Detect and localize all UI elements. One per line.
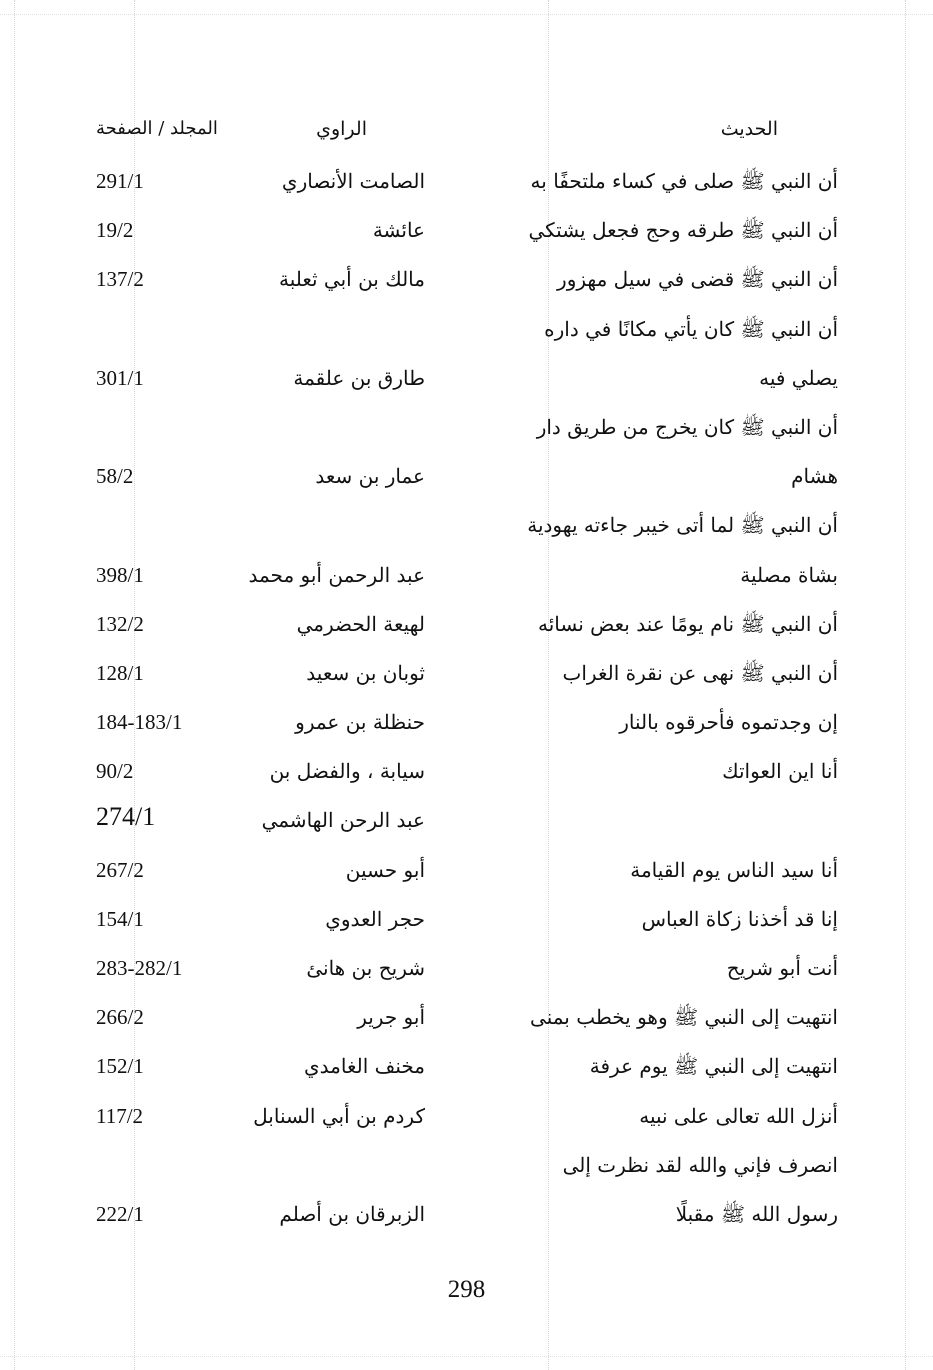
page-number: 298 [447,1276,486,1303]
hadith-text: أنزل الله تعالى على نبيه [639,1103,838,1128]
hadith-index-table [0,158,933,1240]
table-row [0,1191,933,1240]
volume-page-ref: 152/1 [96,1054,144,1079]
volume-page-ref: 266/2 [96,1005,144,1030]
table-row [0,945,933,994]
narrator-name: حجر العدوي [325,906,425,931]
header-narrator: الراوي [316,118,367,140]
table-row [0,699,933,748]
narrator-name: الصامت الأنصاري [281,169,425,193]
header-hadith: الحديث [720,118,778,140]
volume-page-ref: 154/1 [96,906,144,931]
narrator-name: أبو جرير [357,1005,425,1030]
table-row [0,650,933,699]
hadith-text: انصرف فإني والله لقد نظرت إلى [562,1152,838,1177]
scan-guide [0,14,933,15]
table-row [0,158,933,207]
table-row [0,748,933,797]
volume-page-ref: 398/1 [96,562,144,587]
hadith-text: أنا اين العواتك [722,759,838,784]
table-row [0,306,933,355]
volume-page-ref: 291/1 [96,169,144,193]
hadith-text: بشاة مصلية [740,562,838,587]
table-row [0,994,933,1043]
narrator-name: عبد الرحمن أبو محمد [248,562,425,587]
narrator-name: طارق بن علقمة [293,365,425,390]
hadith-text: أن النبي ﷺ كان يأتي مكانًا في داره [544,316,838,341]
hadith-text: رسول الله ﷺ مقبلًا [675,1201,838,1226]
volume-page-ref: 58/2 [96,464,134,489]
narrator-name: ثوبان بن سعيد [306,660,425,685]
table-row [0,502,933,551]
hadith-text: أن النبي ﷺ قضى في سيل مهزور [557,267,838,292]
scan-guide [0,1356,933,1357]
hadith-text: أنت أبو شريح [726,956,838,980]
narrator-name: كردم بن أبي السنابل [253,1103,425,1128]
table-row [0,601,933,650]
table-row [0,207,933,256]
volume-page-ref: 117/2 [96,1103,144,1128]
narrator-name: عمار بن سعد [315,464,425,489]
volume-page-ref: 19/2 [96,218,134,243]
hadith-text: يصلي فيه [759,365,838,390]
narrator-name: مخنف الغامدي [304,1054,425,1079]
hadith-text: هشام [791,464,838,489]
table-row [0,404,933,453]
table-row [0,1093,933,1142]
hadith-text: انتهيت إلى النبي ﷺ يوم عرفة [589,1054,838,1079]
volume-page-ref: 274/1 [96,802,156,832]
hadith-text: أن النبي ﷺ صلى في كساء ملتحفًا به [530,169,838,193]
table-row [0,797,933,846]
table-row [0,256,933,305]
table-row [0,453,933,502]
volume-page-ref: 301/1 [96,365,144,390]
narrator-name: مالك بن أبي ثعلبة [278,267,425,292]
hadith-text: انتهيت إلى النبي ﷺ وهو يخطب بمنى [530,1005,838,1030]
table-row [0,896,933,945]
table-row [0,552,933,601]
volume-page-ref: 128/1 [96,660,144,685]
table-header [0,114,933,148]
header-reference: المجلد / الصفحة [96,118,218,139]
volume-page-ref: 222/1 [96,1201,144,1226]
hadith-text: إن وجدتموه فأحرقوه بالنار [619,710,838,735]
hadith-text: أن النبي ﷺ نام يومًا عند بعض نسائه [537,611,838,636]
hadith-text: أنا سيد الناس يوم القيامة [630,857,838,882]
narrator-name: حنظلة بن عمرو [295,710,425,735]
narrator-name: لهيعة الحضرمي [296,611,425,636]
volume-page-ref: 184-183/1 [96,710,183,735]
volume-page-ref: 90/2 [96,759,134,784]
volume-page-ref: 283-282/1 [96,956,183,980]
narrator-name: سيابة ، والفضل بن [269,759,425,784]
table-row [0,355,933,404]
table-row [0,1043,933,1092]
table-row [0,847,933,896]
hadith-text: أن النبي ﷺ كان يخرج من طريق دار [536,414,838,439]
volume-page-ref: 137/2 [96,267,144,292]
narrator-name: شريح بن هانئ [306,956,425,980]
narrator-name: أبو حسين [345,857,425,882]
hadith-text: أن النبي ﷺ لما أتى خيبر جاءته يهودية [527,513,838,538]
hadith-text: إنا قد أخذنا زكاة العباس [641,906,838,931]
narrator-name: عبد الرحن الهاشمي [261,808,425,833]
narrator-name: الزبرقان بن أصلم [279,1201,425,1226]
volume-page-ref: 132/2 [96,611,144,636]
hadith-text: أن النبي ﷺ طرقه وحج فجعل يشتكي [528,218,838,243]
narrator-name: عائشة [372,218,425,243]
hadith-text: أن النبي ﷺ نهى عن نقرة الغراب [562,660,838,685]
volume-page-ref: 267/2 [96,857,144,882]
table-row [0,1142,933,1191]
